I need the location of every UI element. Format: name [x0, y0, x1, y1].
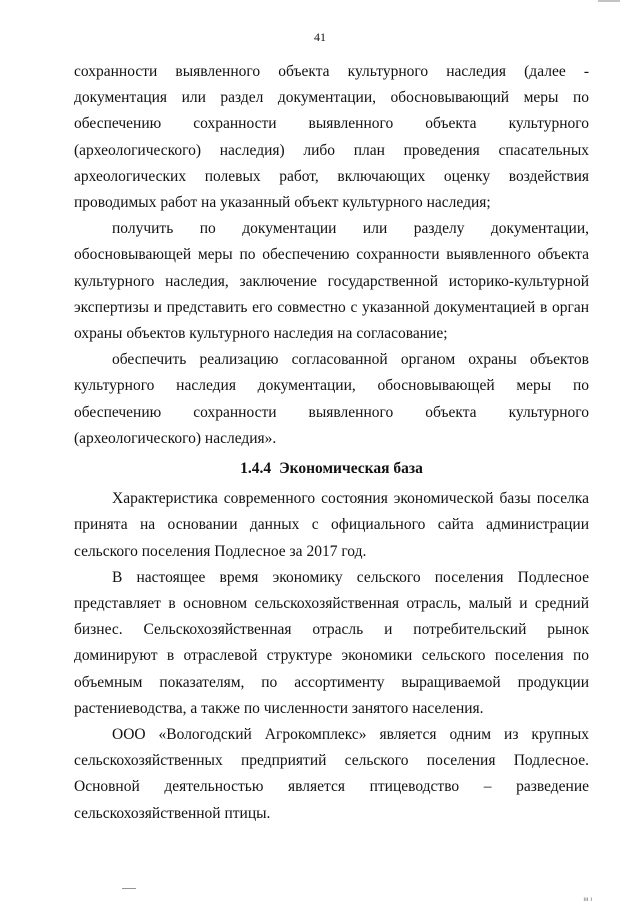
- page-number: 41: [314, 30, 326, 44]
- paragraph-obtain-expertise: получить по документации или разделу документации, обосновывающей меры по обеспечению сохранности выявленного объекта культурного наследия, заключение государственной историко-культурной экспертизы и представить его совместно с указанной документацией в орган охраны объектов культурного наследия на согласование;: [74, 220, 589, 343]
- section-title: Экономическая база: [279, 460, 423, 478]
- paragraph-economy-structure: В настоящее время экономику сельского поселения Подлесное представляет в основном сельскохозяйственная отрасль, малый и средний бизнес. Сельскохозяйственная отрасль и потребительский рынок доминируют в отраслевой структуре экономики сельского поселения по объемным показателям, по ассортименту выращиваемой продукции растениеводства, а также по численности занятого населения.: [74, 568, 589, 717]
- section-number: 1.4.4: [240, 460, 272, 478]
- scan-artifact-top: [598, 0, 620, 2]
- paragraph-agrocomplex: ООО «Вологодский Агрокомплекс» является одним из крупных сельскохозяйственных предприятий сельского поселения Подлесное. Основной деятельностью является птицеводство – разведение сельскохозяйственной птицы.: [74, 726, 589, 822]
- paragraph-continued: сохранности выявленного объекта культурного наследия (далее - документация или раздел документации, обосновывающий меры по обеспечению сохранности выявленного объекта культурного (археологического) наследия) либо план проведения спасательных археологических полевых работ, включающих оценку воздействия проводимых работ на указанный объект культурного наследия;: [74, 63, 589, 212]
- paragraph-characteristics: Характеристика современного состояния экономической базы поселка принята на основании данных с официального сайта администрации сельского поселения Подлесное за 2017 год.: [74, 490, 589, 560]
- document-body: [74, 59, 589, 827]
- scan-artifact-bottom: [122, 888, 136, 889]
- section-heading: [74, 456, 589, 482]
- scan-artifact-right: ııı ı: [583, 896, 592, 903]
- paragraph-ensure-implementation: обеспечить реализацию согласованной органом охраны объектов культурного наследия документации, обосновывающей меры по обеспечению сохранности выявленного объекта культурного (археологического) наследия».: [74, 351, 589, 447]
